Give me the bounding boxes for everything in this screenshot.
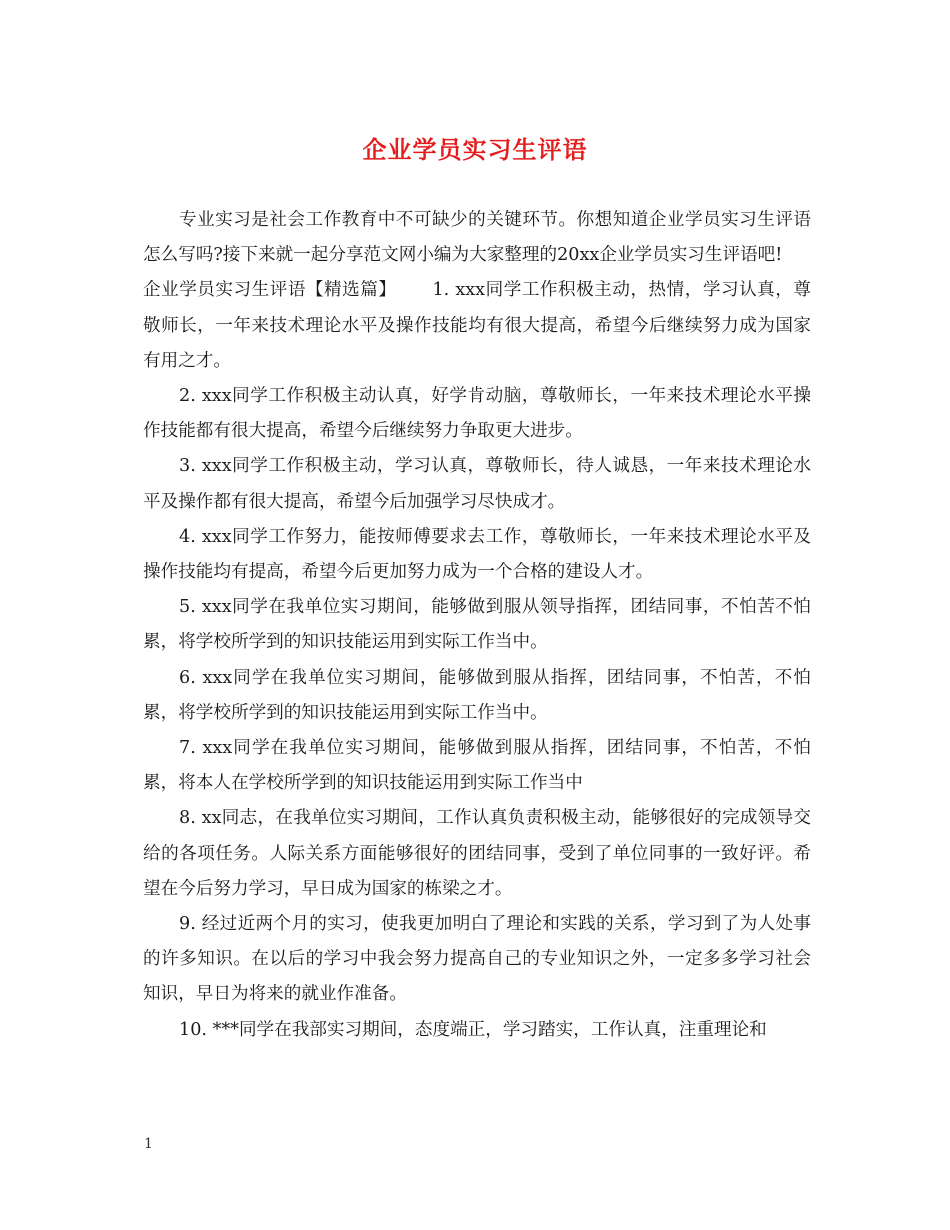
section-heading: 企业学员实习生评语【精选篇】 (143, 280, 397, 301)
page-number: 1 (144, 1136, 153, 1152)
list-item-9: 9. 经过近两个月的实习，使我更加明白了理论和实践的关系，学习到了为人处事的许多知识。在以后的学习中我会努力提高自己的专业知识之外，一定多多学习社会知识，早日为将来的就业作准备。 (143, 914, 811, 1005)
list-item-8: 8. xx同志，在我单位实习期间，工作认真负责积极主动，能够很好的完成领导交给的各项任务。人际关系方面能够很好的团结同事，受到了单位同事的一致好评。希望在今后努力学习，早日成为国家的栋梁之才。 (143, 808, 811, 899)
list-item-1: 1. xxx同学工作积极主动，热情，学习认真，尊敬师长，一年来技术理论水平及操作技能均有很大提高，希望今后继续努力成为国家有用之才。 (143, 280, 811, 371)
document-title: 企业学员实习生评语 (362, 135, 588, 164)
list-item-5: 5. xxx同学在我单位实习期间，能够做到服从领导指挥，团结同事，不怕苦不怕累，将学校所学到的知识技能运用到实际工作当中。 (143, 597, 811, 653)
intro-paragraph: 专业实习是社会工作教育中不可缺少的关键环节。你想知道企业学员实习生评语怎么写吗?接下来就一起分享范文网小编为大家整理的20xx企业学员实习生评语吧! (143, 210, 811, 266)
list-item-4: 4. xxx同学工作努力，能按师傅要求去工作，尊敬师长，一年来技术理论水平及操作技能均有提高，希望今后更加努力成为一个合格的建设人才。 (143, 526, 811, 583)
list-item-10: 10. ***同学在我部实习期间，态度端正，学习踏实，工作认真，注重理论和 (179, 1019, 767, 1040)
document-body (143, 203, 811, 1048)
list-item-6: 6. xxx同学在我单位实习期间，能够做到服从指挥，团结同事，不怕苦，不怕累，将学校所学到的知识技能运用到实际工作当中。 (143, 667, 811, 723)
section-paragraph (143, 273, 811, 379)
list-item-3: 3. xxx同学工作积极主动，学习认真，尊敬师长，待人诚恳，一年来技术理论水平及操作都有很大提高，希望今后加强学习尽快成才。 (143, 456, 811, 512)
list-item-7: 7. xxx同学在我单位实习期间，能够做到服从指挥，团结同事，不怕苦，不怕累，将本人在学校所学到的知识技能运用到实际工作当中 (143, 738, 811, 794)
list-item-2: 2. xxx同学工作积极主动认真，好学肯动脑，尊敬师长，一年来技术理论水平操作技能都有很大提高，希望今后继续努力争取更大进步。 (143, 386, 811, 442)
